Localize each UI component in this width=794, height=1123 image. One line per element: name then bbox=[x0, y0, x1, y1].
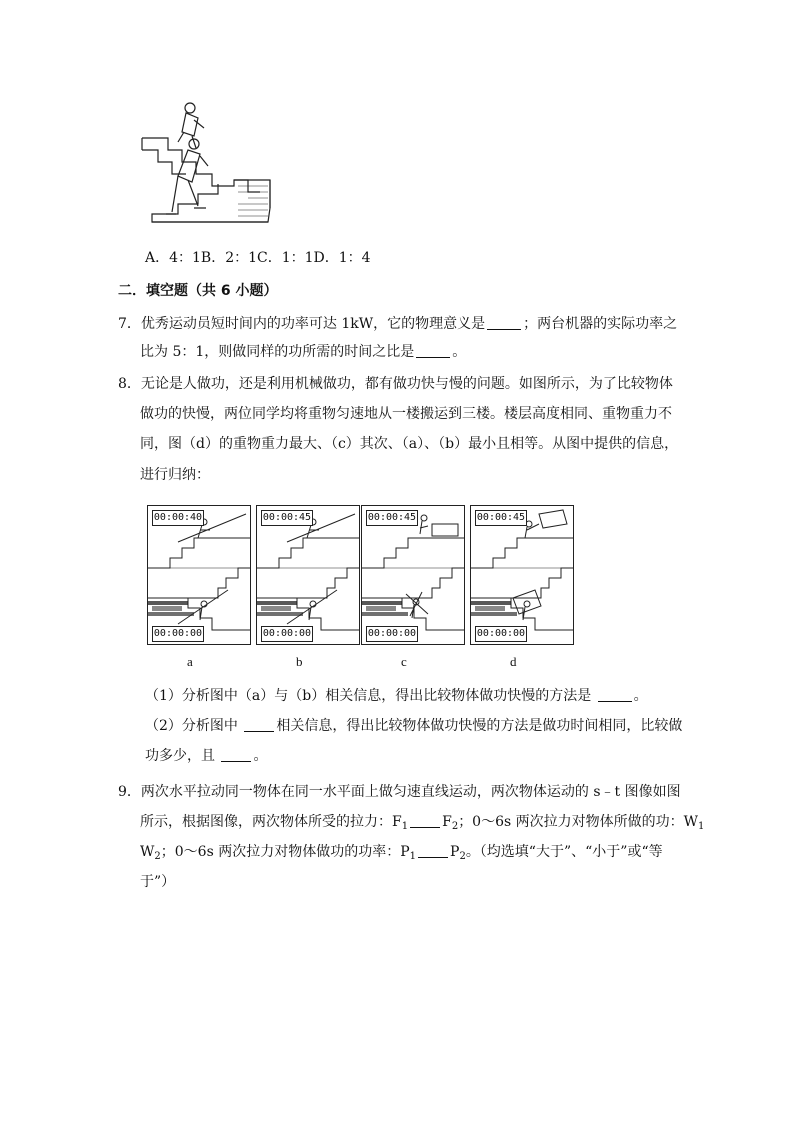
q8-blank-1[interactable] bbox=[598, 687, 632, 702]
q9-text-3c: P bbox=[450, 844, 460, 860]
q8-sub2-end: 。 bbox=[253, 748, 268, 764]
q8-sub1 bbox=[145, 686, 648, 706]
q9-text-2b: F bbox=[442, 814, 452, 830]
q8-sub1-end: 。 bbox=[633, 688, 648, 704]
panel-b-stairs bbox=[257, 506, 359, 644]
q9-sub-f1: 1 bbox=[401, 821, 409, 832]
q8-line2: 做功的快慢，两位同学均将重物匀速地从一楼搬运到三楼。楼层高度相同、重物重力不 bbox=[140, 406, 672, 422]
panel-c bbox=[361, 505, 465, 645]
panel-d-stairs bbox=[471, 506, 573, 644]
q9-sub-w1: 1 bbox=[698, 821, 705, 832]
q8-sub2-text-a: （2）分析图中 bbox=[145, 718, 238, 734]
panel-a-bottom-timer: 00:00:00 bbox=[152, 626, 204, 642]
q9-text-2a: 所示，根据图像，两次物体所受的拉力：F bbox=[140, 814, 402, 830]
q8-sub1-text: （1）分析图中（a）与（b）相关信息，得出比较物体做功快慢的方法是 bbox=[145, 688, 592, 704]
q9-blank-1[interactable] bbox=[410, 813, 440, 828]
panel-c-bottom-timer: 00:00:00 bbox=[366, 626, 418, 642]
panel-d bbox=[470, 505, 574, 645]
q9-text-2c: ；0～6s 两次拉力对物体所做的功：W bbox=[458, 814, 699, 830]
q7-line1 bbox=[118, 314, 677, 334]
panel-c-label: c bbox=[401, 654, 407, 669]
panel-b bbox=[256, 505, 360, 645]
q9-sub-p2: 2 bbox=[459, 851, 466, 862]
q8-sub2 bbox=[145, 716, 682, 736]
panel-b-bottom-timer: 00:00:00 bbox=[261, 626, 313, 642]
panel-b-top-timer: 00:00:45 bbox=[261, 510, 313, 526]
q8-sub2-text-b: 相关信息，得出比较物体做功快慢的方法是做功时间相同，比较做 bbox=[276, 718, 683, 734]
q6-options: A．4：1B．2：1C．1：1D．1：4 bbox=[145, 250, 371, 266]
q8-line1 bbox=[118, 374, 673, 394]
q9-text-3b: ；0～6s 两次拉力对物体做功的功率：P bbox=[160, 844, 410, 860]
q9-line3 bbox=[140, 842, 663, 862]
q9-sub-f2: 2 bbox=[451, 821, 459, 832]
q9-line4: 于”） bbox=[140, 874, 176, 890]
q7-blank-2[interactable] bbox=[416, 343, 450, 358]
panel-c-top-timer: 00:00:45 bbox=[366, 510, 418, 526]
q8-blank-3[interactable] bbox=[221, 747, 251, 762]
q8-sub2-cont bbox=[145, 746, 267, 766]
q9-text-3a: W bbox=[140, 844, 155, 860]
q8-line3: 同，图（d）的重物重力最大、（c）其次、（a）、（b）最小且相等。从图中提供的信息， bbox=[140, 436, 679, 452]
q8-line4: 进行归纳： bbox=[140, 467, 210, 483]
section-title: 二．填空题（共 6 小题） bbox=[118, 283, 278, 299]
q9-sub-w2: 2 bbox=[154, 851, 161, 862]
q9-line2 bbox=[140, 812, 704, 832]
q9-text-3d: 。（均选填“大于”、“小于”或“等 bbox=[465, 844, 663, 860]
panel-d-top-timer: 00:00:45 bbox=[475, 510, 527, 526]
panel-b-label: b bbox=[296, 654, 303, 669]
q9-line1 bbox=[118, 782, 681, 802]
q8-sub2-text-c: 功多少，且 bbox=[145, 748, 215, 764]
q8-number: 8． bbox=[118, 376, 141, 392]
q9-text-1: 两次水平拉动同一物体在同一水平面上做匀速直线运动，两次物体运动的 s﹣t 图像如图 bbox=[140, 784, 681, 800]
q7-text-a: 优秀运动员短时间内的功率可达 1kW，它的物理意义是 bbox=[140, 316, 486, 332]
q7-text-d: 。 bbox=[452, 344, 467, 360]
panel-a-stairs bbox=[148, 506, 250, 644]
q7-line2 bbox=[140, 342, 466, 362]
q9-number: 9． bbox=[118, 784, 141, 800]
q7-text-c: 比为 5：1，则做同样的功所需的时间之比是 bbox=[140, 344, 415, 360]
panel-d-label: d bbox=[510, 654, 517, 669]
q7-number: 7． bbox=[118, 316, 141, 332]
q7-text-b: ；两台机器的实际功率之 bbox=[523, 316, 678, 332]
panel-c-stairs bbox=[362, 506, 464, 644]
panel-a-label: a bbox=[187, 654, 193, 669]
q7-blank-1[interactable] bbox=[487, 315, 521, 330]
panel-a-top-timer: 00:00:40 bbox=[152, 510, 204, 526]
stair-climbing-illustration bbox=[138, 96, 278, 226]
q8-blank-2[interactable] bbox=[244, 717, 274, 732]
q9-blank-2[interactable] bbox=[418, 843, 448, 858]
q8-text-1: 无论是人做功，还是利用机械做功，都有做功快与慢的问题。如图所示，为了比较物体 bbox=[140, 376, 673, 392]
panel-a bbox=[147, 505, 251, 645]
panel-d-bottom-timer: 00:00:00 bbox=[475, 626, 527, 642]
q9-sub-p1: 1 bbox=[409, 851, 417, 862]
